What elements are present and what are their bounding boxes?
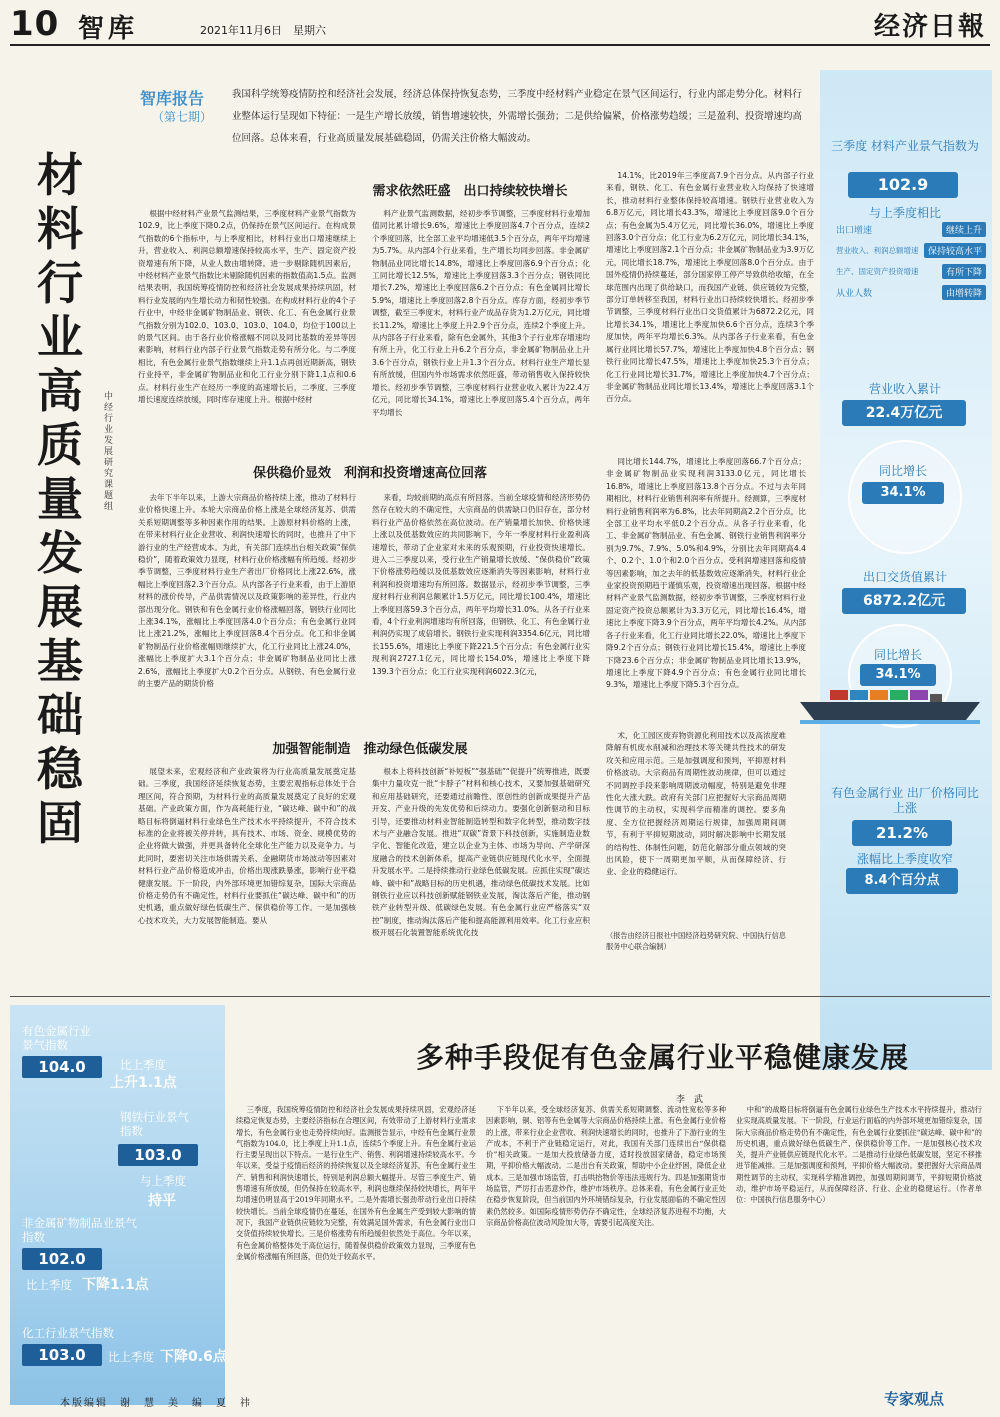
- issue-date: 2021年11月6日 星期六: [200, 24, 326, 37]
- main-headline: 材料行业高质量发展基础稳固: [37, 148, 83, 850]
- revenue-value: 22.4万亿元: [842, 400, 966, 426]
- export-growth-label: 同比增长: [873, 648, 922, 662]
- page-number: 10: [10, 4, 60, 44]
- chip-label: 生产、固定资产投资增速: [836, 267, 919, 276]
- report-source-note: （报告由经济日报社中国经济趋势研究院、中国执行信息服务中心联合编制）: [606, 931, 786, 951]
- section2-heading: 保供稳价显效 利润和投资增速高位回落: [252, 466, 487, 481]
- export-value-label: 出口交货值累计: [862, 570, 947, 584]
- section1-column1: 根据中经材料产业景气监测结果，三季度材料产业景气指数为102.9，比上季度下降0.2点，仍保持在景气区间运行。在构成景气指数的6个指标中，与上季度相比，材料行业出口增速继续上升，营业收入、利润总额增速保持较高水平，生产、固定资产投资增速有所下降，从业人数由增转降。进一步剔除随机因素后，中经材料产业景气指数比未剔除随机因素的指数值高1.5点。监测结果表明，我国统筹疫情防控和经济社会发展成果持续巩固，材料行业发展的内生增长动力和韧性较强。在构成材料行业的4个子行业中，中经非金属矿物制品业、钢铁、化工、有色金属行业景气指数分别为102.0、103.0、103.0、104.0，均位于100以上的景气区间。由于各行业价格涨幅不同以及同比基数的差异等因素影响，材料行业内部子行业景气指数走势有所分化。与二季度相比，有色金属行业景气指数继续上升1.1点再创近期新高，钢铁行业持平，非金属矿物制品业和化工行业分别下降1.1点和0.6点。材料行业生产在经历一季度的高速增长后，二季度、三季度增长速度连续放缓，同时库存速度上升。根据中经材: [138, 209, 356, 405]
- newspaper-masthead: 经济日報: [873, 12, 986, 42]
- chemical-index-value: 103.0: [22, 1344, 102, 1366]
- bottom-article-headline: 多种手段促有色金属行业平稳健康发展: [416, 1041, 910, 1074]
- section2-column3: 同比增长144.7%，增速比上季度回落66.7个百分点；非金属矿物制品业实现利润3133.0亿元，同比增长16.8%，增速比上季度回落13.8个百分点。不过与去年同期相比，材料行业销售利润率有所提升。经测算，三季度材料行业销售利润率为6.8%，比去年同期高2.2个百分点，比全部工业平均水平低0.2个百分点。从各子行业来看，化工、非金属矿物制品业、有色金属、钢铁行业销售利润率分别为9.7%、7.9%、5.0%和4.9%，分别比去年同期高4.4个、0.2个、1.0个和2.0个百分点。受利润增速回落和疫情等因素影响，加之去年的低基数效应逐渐消失，材料行业企业家投资预期趋于谨慎乐观，投资增速出现回落。根据中经材料产业景气监测数据，经初步季节调整，三季度材料行业固定资产投资总额累计为3.3万亿元，同比增长16.4%，增速比上季度下降3.9个百分点，两年平均增长4.2%。从内部各子行业来看，化工行业同比增长22.0%，增速比上季度下降9.2个百分点；钢铁行业同比增长15.4%，增速比上季度下降23.6个百分点；非金属矿物制品业同比增长13.9%，增速比上季度下降4.9个百分点；有色金属行业同比增长9.3%，增速比上季度下降5.3个百分点。: [606, 457, 806, 690]
- nonmetal-change-label: 比上季度: [26, 1278, 72, 1292]
- nonferrous-change-label: 比上季度: [120, 1058, 166, 1072]
- revenue-growth-label: 同比增长: [878, 464, 927, 478]
- nonferrous-index-value: 104.0: [22, 1056, 102, 1078]
- chip-row-revenue: [836, 243, 986, 258]
- steel-index-label: 钢铁行业景气指数: [120, 1110, 189, 1138]
- cargo-ship-icon: [790, 680, 990, 730]
- chip-row-production: [836, 264, 986, 279]
- chip-value: 继续上升: [942, 222, 986, 237]
- price-narrow-label: 涨幅比上季度收窄: [856, 852, 953, 866]
- report-series-title: 智库报告: [140, 89, 205, 108]
- export-growth-value: 34.1%: [860, 664, 936, 686]
- chip-label: 营业收入、利润总额增速: [836, 246, 919, 255]
- bottom-article-author: 李 武: [676, 1095, 704, 1105]
- nonmetal-index-value: 102.0: [22, 1248, 102, 1270]
- section-divider: [10, 996, 990, 997]
- chemical-change-value: 下降0.6点: [160, 1349, 227, 1365]
- industry-index-label: 三季度 材料产业景气指数为: [831, 139, 979, 153]
- steel-index-value: 103.0: [118, 1144, 198, 1166]
- export-value: 6872.2亿元: [842, 588, 966, 614]
- bottom-article-column2: 下半年以来，受全球经济复苏、供需关系短期调整、流动性宽松等多种因素影响，铜、铝等有色金属等大宗商品价格持续上涨。有色金属行业价格的上涨，带来行业企业营收、利润快速增长的同时，也推升了下游行业的生产成本，不利于产业链稳定运行，对此，我国有关部门连续出台“保供稳价”相关政策。一是加大投放储备力度，适时投放国家储备，稳定市场预期，平抑价格大幅波动。二是出台有关政策，帮助中小企业纾困，降低企业成本。三是加强市场监管，打击哄抬物价等违法违规行为。四是加强期货市场监管，严厉打击恶意炒作，维护市场秩序。总体来看，有色金属行业正处在稳步恢复阶段，但当前国内外环境错综复杂，行业发展面临的不确定性因素仍然较多。如国际疫情形势仍存不确定性，全球经济复苏进程不均衡，大宗商品价格高位波动风险加大等，需要引起高度关注。: [486, 1105, 726, 1227]
- steel-change-value: 持平: [148, 1193, 176, 1209]
- section2-column1: 去年下半年以来，上游大宗商品价格持续上涨，推动了材料行业价格快速上升。本轮大宗商品价格上涨是全球经济复苏、供需关系短期调整等多种因素作用的结果。上游原材料价格的上涨，在带来材料行业企业营收、利润快速增长的同时，也推升了中下游行业的生产经营成本。为此，有关部门连续出台相关政策“保供稳价”，随着政策效力显现，材料行业价格涨幅有所趋缓。经初步季节调整，三季度材料行业生产者出厂价格同比上涨22.6%，涨幅比上季度回落2.3个百分点。从内部各子行业来看，由于上游原材料的涨价传导，产品供需情况以及政策影响的差异性，行业内部出现分化。钢铁和有色金属行业价格涨幅回落，钢铁行业同比上涨34.1%，涨幅比上季度回落4.0个百分点；有色金属行业同比上涨21.2%，涨幅比上季度回落8.4个百分点。化工和非金属矿物制品行业价格涨幅则继续扩大，化工行业同比上涨24.0%，涨幅比上季度扩大3.1个百分点；非金属矿物制品业同比上涨2.6%，涨幅比上季度扩大0.2个百分点。从钢铁、有色金属行业的主要产品的期货价格: [138, 493, 356, 689]
- nonmetal-index-label: 非金属矿物制品业景气指数: [22, 1216, 137, 1244]
- chip-row-export: [836, 222, 986, 237]
- chip-label: 出口增速: [836, 226, 873, 236]
- section3-column1: 展望未来，宏观经济和产业政策将为行业高质量发展奠定基础。三季度，我国经济延续恢复态势，主要宏观指标总体处于合理区间，符合预期，为材料行业的高质量发展奠定了良好的宏观基础。产业政策方面，作为高耗能行业，“碳达峰、碳中和”的战略目标将倒逼材料行业绿色生产技术水平持续提升，不符合技术标准的企业将被关停并转，具有技术、市场、资金、规模优势的企业将做大做强，并更具备转化全球化生产能力以及竞争力。与此同时，要密切关注市场供需关系、金融期货市场波动等因素对材料行业产品价格造成冲击，价格出现涨跌暴涨，影响行业平稳健康发展。下一阶段，内外部环境更加错综复杂，国际大宗商品价格走势仍有不确定性，材料行业要抓住“碳达峰、碳中和”的历史机遇，重点做好绿色低碳生产、保供稳价等工作。一是加强核心技术攻关，大力发展智能制造。要从: [138, 767, 356, 925]
- section-name: 智库: [78, 14, 139, 44]
- section3-column3: 术，化工园区废弃物资源化利用技术以及高浓度难降解有机废水削减和治理技术等关键共性技术的研发攻关和应用示范。三是加强调度和预判，平抑原材料价格波动。大宗商品有周期性波动规律，但可以通过不同调控手段来影响周期波动幅度，特别是避免非理性化大涨大跌。政府有关部门应把握好大宗商品周期性调节的主动权，实现科学而精准的调控。要多角度、全方位把握经济周期运行规律，加强周期间调节，有利于平抑短期波动，同时解决影响中长期发展的结构性、体制性问题，防范化解部分重点领域的突出风险，使下一周期更加平顺，从而保障经济、行业、企业的稳健运行。: [606, 731, 786, 877]
- indicator-chip-list: [836, 222, 986, 300]
- chip-label: 从业人数: [836, 289, 873, 299]
- bottom-article-column3: 中和”的战略目标将倒逼有色金属行业绿色生产技术水平持续提升，推动行业实现高质量发展。下一阶段，行业运行面临的内外部环境更加错综复杂，国际大宗商品价格走势仍有不确定性，有色金属行业要抓住“碳达峰、碳中和”的历史机遇，重点做好绿色低碳生产、保供稳价等工作。一是加强核心技术攻关，提升产业链供应链现代化水平。二是推动行业绿色低碳发展，坚定不移推进节能减排。三是加强调度和预判，平抑价格大幅波动。要把握好大宗商品周期性调节的主动权，实现科学精准调控，加强周期间调节，平抑短期价格波动，维护市场平稳运行，从而保障经济、行业、企业的稳健运行。（作者单位：中国执行信息服务中心）: [736, 1105, 982, 1205]
- chip-value: 由增转降: [942, 285, 986, 300]
- nonferrous-change-value: 上升1.1点: [110, 1075, 177, 1091]
- section3-column2: 根本上将科技创新“补短板”“强基础”“促提升”统筹推进，既要集中力量攻克一批“卡脖子”材料和核心技术，又要加强基础研究和应用基础研究，还要通过前瞻性、原创性的创新成果提升产品开发、产业升级的先发优势和后续动力。要强化创新驱动和目标引导，还要推动材料业智能制造转型和数字化转型，推动数字技术与产业融合发展。推进“双碳”背景下科技创新，实施制造业数字化、智能化改造，建立以企业为主体、市场为导向、产学研深度融合的技术创新体系，提高产业链供应链现代化水平，全面提升发展水平。二是持续推动行业绿色低碳发展。应抓住实现“碳达峰、碳中和”战略目标的历史机遇，推动绿色低碳技术发展。比如钢铁行业应以科技创新赋能钢铁业发展，淘汰落后产能，推动钢铁产业转型升级、低碳绿色发展。有色金属行业应严格落实“双控”制度，推动淘汰落后产能和提高能源利用效率。化工行业应积极开展石化装置智能系统优化技: [372, 767, 590, 938]
- header-rule: [10, 44, 990, 46]
- chip-value: 有所下降: [942, 264, 986, 279]
- chemical-index-label: 化工行业景气指数: [22, 1326, 114, 1340]
- chip-value: 保持较高水平: [924, 243, 986, 258]
- chemical-change-label: 比上季度: [108, 1350, 154, 1364]
- steel-change-label: 与上季度: [140, 1174, 186, 1188]
- quarter-compare-label: 与上季度相比: [868, 206, 941, 220]
- revenue-growth-value: 34.1%: [862, 482, 944, 504]
- section1-column3: 14.1%，比2019年三季度高7.9个百分点。从内部子行业来看，钢铁、化工、有色金属行业营业收入均保持了快速增长，推动材料行业整体保持较高增速。钢铁行业营业收入为6.8万亿元，同比增长43.3%，增速比上季度回落9.0个百分点；有色金属为5.4万亿元，同比增长36.0%，增速比上季度回落3.0个百分点；化工行业为6.2万亿元，同比增长34.1%，增速比上季度回落2.1个百分点；非金属矿物制品业为3.9万亿元，同比增长18.7%，增速比上季度回落8.0个百分点。由于国外疫情仍持续蔓延，部分国家停工停产导致供给收缩，在全球范围内出现了供给缺口，而我国产业链、供应链较为完整，部分订单转移至我国，材料行业出口持续较快增长。经初步季节调整，三季度材料行业出口交货值累计为6872.2亿元，同比增长34.1%，增速比上季度加快6.6个百分点，连续3个季度加快，两年平均增长6.3%。从内部各子行业来看，有色金属行业同比增长57.7%，增速比上季度加快4.8个百分点；钢铁行业同比增长47.5%，增速比上季度加快25.3个百分点；化工行业同比增长31.7%，增速比上季度加快4.7个百分点；非金属矿物制品业同比增长13.4%，增速比上季度回落3.1个百分点。: [606, 171, 814, 404]
- report-lead-paragraph: 我国科学统筹疫情防控和经济社会发展，经济总体保持恢复态势，三季度中经材料产业稳定在景气区间运行，行业内部走势分化。材料行业整体运行呈现如下特征：一是生产增长放缓，销售增速较快，外需增长强劲；二是供给偏紧，价格涨势趋缓；三是盈利、投资增速均高位回落。总体来看，行业高质量发展基础稳固，仍需关注价格大幅波动。: [232, 89, 803, 144]
- section2-column2: 来看，均较前期的高点有所回落。当前全球疫情和经济形势仍然存在较大的不确定性，大宗商品的供需缺口仍旧存在，部分材料行业产品价格依然在高位波动。在产销量增长加快、价格快速上涨以及低基数效应的共同影响下，今年一季度材料行业盈利高速增长，带动了企业家对未来的乐观预期，行业投资快速增长。进入二三季度以来，受行业生产销量增长放缓、“保供稳价”政策下价格涨势趋缓以及低基数效应逐渐消失等因素影响，材料行业利润和投资增速均有所回落。数据显示，经初步季节调整，三季度材料行业利润总额累计1.5万亿元，同比增长100.4%，增速比上季度回落59.3个百分点，两年平均增长31.0%。从各子行业来看，4个行业利润增速均有所回落，但钢铁、化工、有色金属行业利润仍实现了成倍增长。钢铁行业实现利润3354.6亿元，同比增长155.6%，增速比上季度下降221.5个百分点；有色金属行业实现利润2727.1亿元，同比增长154.0%，增速比上季度下降139.3个百分点；化工行业实现利润6022.3亿元，: [372, 493, 590, 676]
- page-editors: 本版编辑 谢 慧 美 编 夏 祎: [60, 1398, 252, 1409]
- expert-view-tag: 专家观点: [884, 1390, 945, 1408]
- price-narrow-value: 8.4个百分点: [846, 868, 958, 894]
- nonferrous-index-label: 有色金属行业景气指数: [22, 1024, 91, 1052]
- industry-index-value: 102.9: [848, 172, 958, 198]
- bottom-article-column1: 三季度，我国统筹疫情防控和经济社会发展成果持续巩固，宏观经济延续稳定恢复态势，主要经济指标在合理区间，有效带动了上游材料行业需求增长，有色金属行业也走势持续向好。监测报告显示，中经有色金属行业景气指数为104.0，比上季度上升1.1点，连续5个季度上升。有色金属行业运行主要呈现出以下特点。一是行业生产、销售、利润增速持续较高水平。今年以来，受益于疫情后经济的持续恢复以及全球经济复苏，有色金属行业生产、销售和利润快速增长，特别是利润总额大幅提升。尽管三季度生产、销售增速有所放缓，但仍保持在较高水平，利润也继续保持较快增长，两年平均增速仍明显高于2019年同期水平。二是外需增长强劲带动行业出口持续较快增长。当前全球疫情仍在蔓延，在国外有色金属生产受到较大影响的情况下，我国产业链供应链较为完整，有效满足国外需求，有色金属行业出口交货值持续较快增长。三是价格涨势有所趋缓但依然处于高位。今年以来，有色金属价格整体处于高位运行，随着保供稳价政策效力显现，三季度有色金属价格涨幅有所回落，但仍处于较高水平。: [236, 1105, 476, 1261]
- nonmetal-change-value: 下降1.1点: [82, 1277, 149, 1293]
- section1-heading: 需求依然旺盛 出口持续较快增长: [372, 184, 568, 199]
- nonferrous-price-label: 有色金属行业 出厂价格同比上涨: [831, 786, 979, 815]
- nonferrous-price-value: 21.2%: [852, 820, 952, 846]
- chip-row-employment: [836, 285, 986, 300]
- section1-column2: 料产业景气监测数据，经初步季节调整，三季度材料行业增加值同比累计增长9.6%，增速比上季度回落4.7个百分点，连续2个季度回落，比全部工业平均增速低3.5个百分点，两年平均增速为5.7%。从内部4个行业来看，生产增长均同步回落。非金属矿物制品业同比增长14.8%，增速比上季度回落6.9个百分点；化工同比增长12.5%，增速比上季度回落3.3个百分点；钢铁同比增长7.2%，增速比上季度回落6.2个百分点；有色金属同比增长5.9%，增速比上季度回落2.8个百分点。库存方面，经初步季节调整，截至三季度末，材料行业产成品存货为1.2万亿元，同比增长11.2%，增速比上季度上升2.9个百分点，连续2个季度上升。从内部各子行业来看，除有色金属外，其他3个子行业库存增速均有所上升，化工行业上升6.2个百分点，非金属矿物制品业上升3.6个百分点，钢铁行业上升1.3个百分点。材料行业生产增长显有所放缓，但国内外市场需求依然旺盛，带动销售收入保持较快增长。经初步季节调整，三季度材料行业营业收入累计为22.4万亿元，同比增长34.1%，增速比上季度回落5.4个百分点，两年平均增长: [372, 209, 590, 417]
- revenue-label: 营业收入累计: [868, 382, 941, 396]
- section3-heading: 加强智能制造 推动绿色低碳发展: [272, 742, 468, 757]
- report-issue-number: （第七期）: [152, 110, 213, 124]
- research-group-credit: 中经行业发展研究课题组: [104, 392, 114, 512]
